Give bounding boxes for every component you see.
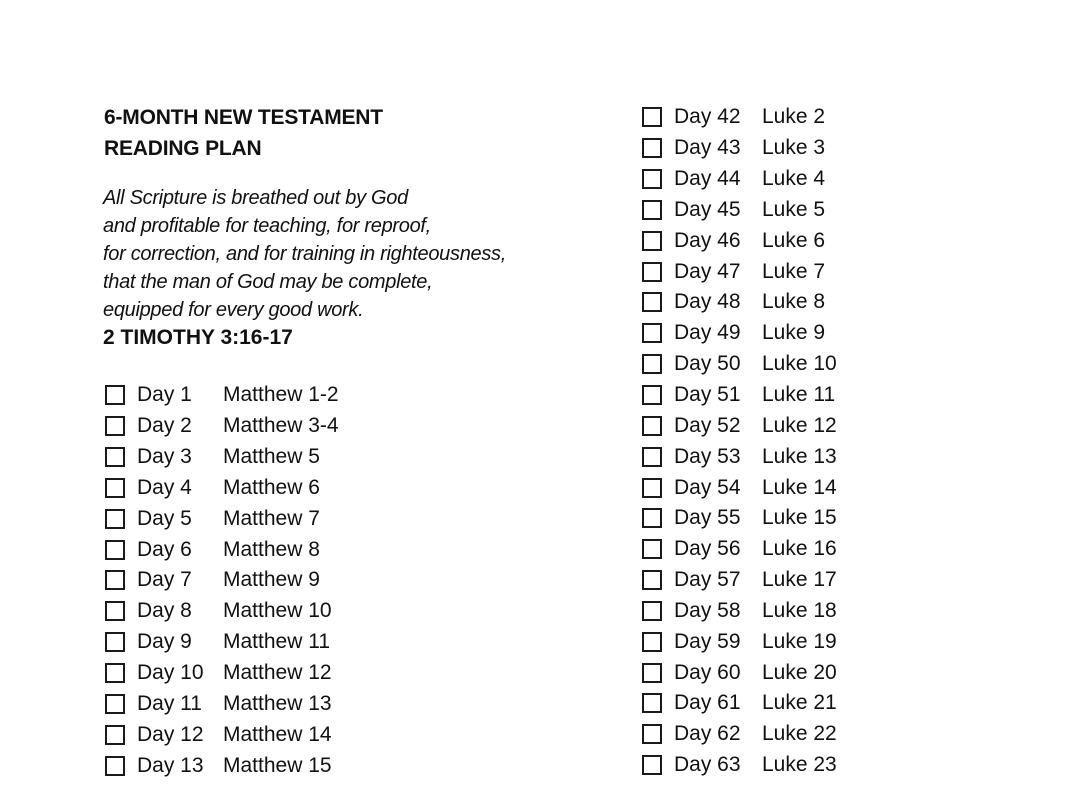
day-label: Day 52 xyxy=(674,413,741,437)
day-checkbox[interactable] xyxy=(642,169,662,189)
day-checkbox[interactable] xyxy=(642,663,662,683)
reading-row xyxy=(105,658,339,689)
day-label: Day 51 xyxy=(674,383,741,407)
reading-passage: Matthew 3-4 xyxy=(223,414,339,438)
day-checkbox[interactable] xyxy=(105,632,125,652)
day-label: Day 56 xyxy=(674,537,741,561)
reading-row xyxy=(105,565,339,596)
reading-row xyxy=(105,688,339,719)
day-label: Day 47 xyxy=(674,259,741,283)
day-checkbox[interactable] xyxy=(105,478,125,498)
reading-row xyxy=(642,534,837,565)
reading-row xyxy=(105,750,339,781)
reading-passage: Matthew 6 xyxy=(223,475,320,499)
reading-passage: Matthew 14 xyxy=(223,722,332,746)
title-line-1: 6-MONTH NEW TESTAMENT xyxy=(104,106,383,129)
day-label: Day 50 xyxy=(674,352,741,376)
day-label: Day 58 xyxy=(674,598,741,622)
reading-row xyxy=(642,225,837,256)
reading-passage: Luke 19 xyxy=(762,629,837,653)
reading-row xyxy=(105,627,339,658)
reading-row xyxy=(105,719,339,750)
reading-passage: Luke 3 xyxy=(762,136,826,160)
day-label: Day 10 xyxy=(137,661,204,685)
reading-passage: Luke 9 xyxy=(762,321,826,345)
day-label: Day 43 xyxy=(674,136,741,160)
reading-list-left xyxy=(105,380,339,781)
day-checkbox[interactable] xyxy=(105,756,125,776)
reading-row xyxy=(642,441,837,472)
reading-passage: Luke 16 xyxy=(762,537,837,561)
reading-passage: Luke 2 xyxy=(762,105,826,129)
reading-passage: Matthew 8 xyxy=(223,537,320,561)
reading-row xyxy=(642,164,837,195)
scripture-quote xyxy=(103,184,506,324)
day-label: Day 46 xyxy=(674,228,741,252)
reading-row xyxy=(642,750,837,781)
reading-row xyxy=(105,596,339,627)
reading-passage: Luke 5 xyxy=(762,197,826,221)
day-checkbox[interactable] xyxy=(105,447,125,467)
reading-passage: Luke 20 xyxy=(762,660,837,684)
reading-row xyxy=(105,442,339,473)
reading-passage: Luke 4 xyxy=(762,167,826,191)
day-label: Day 3 xyxy=(137,445,192,469)
day-checkbox[interactable] xyxy=(642,693,662,713)
day-label: Day 57 xyxy=(674,568,741,592)
day-checkbox[interactable] xyxy=(642,262,662,282)
day-label: Day 55 xyxy=(674,506,741,530)
day-label: Day 5 xyxy=(137,506,192,530)
day-checkbox[interactable] xyxy=(642,755,662,775)
day-checkbox[interactable] xyxy=(642,231,662,251)
day-label: Day 49 xyxy=(674,321,741,345)
reading-row xyxy=(105,534,339,565)
day-checkbox[interactable] xyxy=(642,292,662,312)
day-label: Day 62 xyxy=(674,722,741,746)
reading-row xyxy=(642,287,837,318)
reading-row xyxy=(642,688,837,719)
verse-reference: 2 TIMOTHY 3:16-17 xyxy=(103,326,293,349)
day-checkbox[interactable] xyxy=(105,725,125,745)
day-checkbox[interactable] xyxy=(642,724,662,744)
day-checkbox[interactable] xyxy=(642,539,662,559)
day-checkbox[interactable] xyxy=(642,323,662,343)
reading-passage: Matthew 9 xyxy=(223,568,320,592)
reading-passage: Matthew 10 xyxy=(223,599,332,623)
day-label: Day 48 xyxy=(674,290,741,314)
verse-line: equipped for every good work. xyxy=(103,299,364,321)
day-checkbox[interactable] xyxy=(642,508,662,528)
title-line-2: READING PLAN xyxy=(104,136,262,160)
day-checkbox[interactable] xyxy=(105,509,125,529)
reading-passage: Luke 10 xyxy=(762,352,837,376)
reading-row xyxy=(642,256,837,287)
day-label: Day 45 xyxy=(674,197,741,221)
reading-passage: Matthew 5 xyxy=(223,445,320,469)
verse-line: All Scripture is breathed out by God xyxy=(103,187,408,209)
reading-passage: Luke 13 xyxy=(762,444,837,468)
reading-passage: Matthew 13 xyxy=(223,691,332,715)
page-title xyxy=(104,103,383,164)
day-checkbox[interactable] xyxy=(105,385,125,405)
day-label: Day 11 xyxy=(137,691,202,715)
reading-row xyxy=(642,596,837,627)
reading-passage: Luke 6 xyxy=(762,228,826,252)
reading-passage: Luke 17 xyxy=(762,568,837,592)
day-checkbox[interactable] xyxy=(105,694,125,714)
day-label: Day 59 xyxy=(674,629,741,653)
reading-passage: Luke 11 xyxy=(762,383,836,407)
reading-passage: Luke 12 xyxy=(762,413,837,437)
reading-row xyxy=(642,503,837,534)
reading-passage: Luke 14 xyxy=(762,475,837,499)
reading-row xyxy=(642,318,837,349)
day-label: Day 7 xyxy=(137,568,192,592)
reading-passage: Matthew 7 xyxy=(223,506,320,530)
day-checkbox[interactable] xyxy=(642,570,662,590)
reading-passage: Matthew 12 xyxy=(223,661,332,685)
day-label: Day 61 xyxy=(674,691,741,715)
reading-row xyxy=(642,133,837,164)
reading-row xyxy=(642,195,837,226)
day-label: Day 60 xyxy=(674,660,741,684)
day-checkbox[interactable] xyxy=(642,632,662,652)
day-checkbox[interactable] xyxy=(105,601,125,621)
reading-row xyxy=(642,380,837,411)
day-label: Day 4 xyxy=(137,475,192,499)
reading-passage: Luke 18 xyxy=(762,598,837,622)
day-checkbox[interactable] xyxy=(642,447,662,467)
reading-passage: Matthew 1-2 xyxy=(223,383,339,407)
day-label: Day 2 xyxy=(137,414,192,438)
reading-passage: Matthew 15 xyxy=(223,753,332,777)
reading-row xyxy=(642,626,837,657)
verse-line: for correction, and for training in righteousness, xyxy=(103,243,506,265)
reading-passage: Luke 23 xyxy=(762,753,837,777)
day-label: Day 63 xyxy=(674,753,741,777)
day-checkbox[interactable] xyxy=(105,663,125,683)
day-checkbox[interactable] xyxy=(105,416,125,436)
reading-passage: Luke 15 xyxy=(762,506,837,530)
day-label: Day 44 xyxy=(674,167,741,191)
reading-row xyxy=(105,411,339,442)
day-checkbox[interactable] xyxy=(642,416,662,436)
day-checkbox[interactable] xyxy=(642,478,662,498)
day-checkbox[interactable] xyxy=(105,570,125,590)
reading-row xyxy=(642,565,837,596)
reading-row xyxy=(642,349,837,380)
reading-row xyxy=(642,657,837,688)
reading-row xyxy=(642,472,837,503)
day-checkbox[interactable] xyxy=(642,138,662,158)
reading-passage: Luke 8 xyxy=(762,290,826,314)
day-label: Day 53 xyxy=(674,444,741,468)
reading-row xyxy=(642,719,837,750)
day-label: Day 6 xyxy=(137,537,192,561)
day-checkbox[interactable] xyxy=(105,540,125,560)
day-label: Day 12 xyxy=(137,722,204,746)
day-checkbox[interactable] xyxy=(642,200,662,220)
day-checkbox[interactable] xyxy=(642,601,662,621)
reading-passage: Matthew 11 xyxy=(223,630,330,654)
reading-passage: Luke 21 xyxy=(762,691,837,715)
day-checkbox[interactable] xyxy=(642,107,662,127)
reading-passage: Luke 7 xyxy=(762,259,826,283)
reading-row xyxy=(105,503,339,534)
day-label: Day 9 xyxy=(137,630,192,654)
reading-passage: Luke 22 xyxy=(762,722,837,746)
reading-row xyxy=(642,102,837,133)
day-label: Day 42 xyxy=(674,105,741,129)
day-label: Day 8 xyxy=(137,599,192,623)
day-label: Day 54 xyxy=(674,475,741,499)
verse-line: and profitable for teaching, for reproof, xyxy=(103,215,431,237)
day-label: Day 13 xyxy=(137,753,204,777)
day-checkbox[interactable] xyxy=(642,385,662,405)
verse-line: that the man of God may be complete, xyxy=(103,271,433,293)
reading-row xyxy=(105,380,339,411)
day-checkbox[interactable] xyxy=(642,354,662,374)
reading-list-right xyxy=(642,102,837,781)
reading-row xyxy=(105,473,339,504)
reading-row xyxy=(642,410,837,441)
day-label: Day 1 xyxy=(137,383,192,407)
